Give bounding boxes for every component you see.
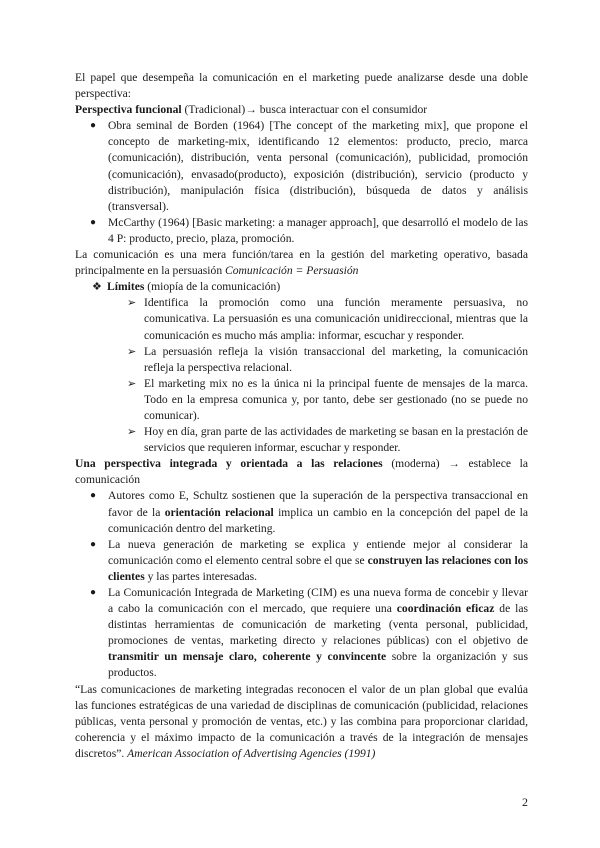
list-item: ➢ Identifica la promoción como una función meramente persuasiva, no comunicativa. La persuasión es una comunicación unidireccional, mientras que la comunicación es mucho más amplia: informar, escuchar y responder. (127, 296, 528, 342)
list-item: ● Obra seminal de Borden (1964) [The concept of the marketing mix], que propone el concepto de marketing-mix, identificando 12 elementos: producto, precio, marca (comunicación), distribución, venta personal (comunicación), publicidad, promoción (comunicación), envasado(producto), exposición (distribución), servicio (producto y distribución), manipulación física (distribución), búsqueda de datos y análisis (transversal). (90, 119, 528, 213)
list-item: ● La nueva generación de marketing se explica y entiende mejor al considerar la comunicación como el elemento central sobre el que se construyen las relaciones con los clientes y las partes interesadas. (90, 537, 528, 583)
bullet-icon: ● (90, 216, 97, 228)
arrow-bullet-icon: ➢ (127, 297, 137, 310)
integrated-heading: Una perspectiva integrada y orientada a las relaciones (75, 457, 383, 471)
quote-source: American Association of Advertising Agencies (1991) (127, 746, 376, 760)
list-item: ➢ El marketing mix no es la única ni la principal fuente de mensajes de la marca. Todo en la empresa comunica y, por tanto, debe ser gestionado (no se puede no comunicar). (127, 376, 528, 422)
arrow-bullet-icon: ➢ (127, 377, 137, 390)
summary-equation: Comunicación = Persuasión (225, 264, 359, 278)
limits-list (75, 295, 528, 456)
functional-heading: Perspectiva funcional (75, 103, 182, 117)
quote-paragraph: “Las comunicaciones de marketing integradas reconocen el valor de un plan global que evalúa las funciones estratégicas de una variedad de disciplinas de comunicación (publicidad, relaciones públicas, venta personal y promoción de ventas, etc.) y las combina para proporcionar claridad, coherencia y el máximo impacto de la comunicación a través de la integración de mensajes discretos”. American Association of Advertising Agencies (1991) (75, 682, 528, 760)
functional-heading-rest: (Tradicional)→ busca interactuar con el consumidor (181, 103, 428, 117)
list-item: ● La Comunicación Integrada de Marketing (CIM) es una nueva forma de concebir y llevar a cabo la comunicación con el mercado, que requiere una coordinación eficaz de las distintas herramientas de comunicación de marketing (venta personal, publicidad, promociones de ventas, marketing directo y relaciones públicas) con el objetivo de transmitir un mensaje claro, coherente y convincente sobre la organización y sus productos. (90, 586, 528, 680)
arrow-bullet-icon: ➢ (127, 345, 137, 358)
intro-paragraph: El papel que desempeña la comunicación en el marketing puede analizarse desde una doble perspectiva: (75, 71, 528, 101)
functional-heading-line (75, 102, 528, 118)
page-number: 2 (522, 795, 528, 809)
list-item: ➢ Hoy en día, gran parte de las actividades de marketing se basan en la prestación de servicios que requieren informar, escuchar y responder. (127, 425, 528, 455)
list-item: ● Autores como E, Schultz sostienen que la superación de la perspectiva transaccional en favor de la orientación relacional implica un cambio en la concepción del papel de la comunicación dentro del marketing. (90, 489, 529, 535)
bullet-icon: ● (90, 490, 97, 502)
limits-heading-line: ❖ Límites (miopía de la comunicación) (75, 279, 528, 295)
integrated-bullet-list (75, 488, 528, 681)
arrow-bullet-icon: ➢ (127, 426, 137, 439)
bullet-icon: ● (90, 120, 97, 132)
functional-summary: La comunicación es una mera función/tarea en la gestión del marketing operativo, basada principalmente en la persuasión Comunicación = Persuasión (75, 248, 528, 278)
bullet-icon: ● (90, 538, 97, 550)
limits-heading: Límites (107, 280, 145, 294)
list-item: ➢ La persuasión refleja la visión transaccional del marketing, la comunicación refleja la perspectiva relacional. (127, 344, 528, 374)
bullet-icon: ● (90, 587, 97, 598)
diamond-bullet-icon: ❖ (92, 281, 102, 294)
functional-bullet-list (75, 118, 528, 247)
integrated-heading-line: Una perspectiva integrada y orientada a las relaciones (moderna) → establece la comunicación (75, 457, 529, 487)
list-item: ● McCarthy (1964) [Basic marketing: a manager approach], que desarrolló el modelo de las 4 P: producto, precio, plaza, promoción. (90, 215, 528, 245)
